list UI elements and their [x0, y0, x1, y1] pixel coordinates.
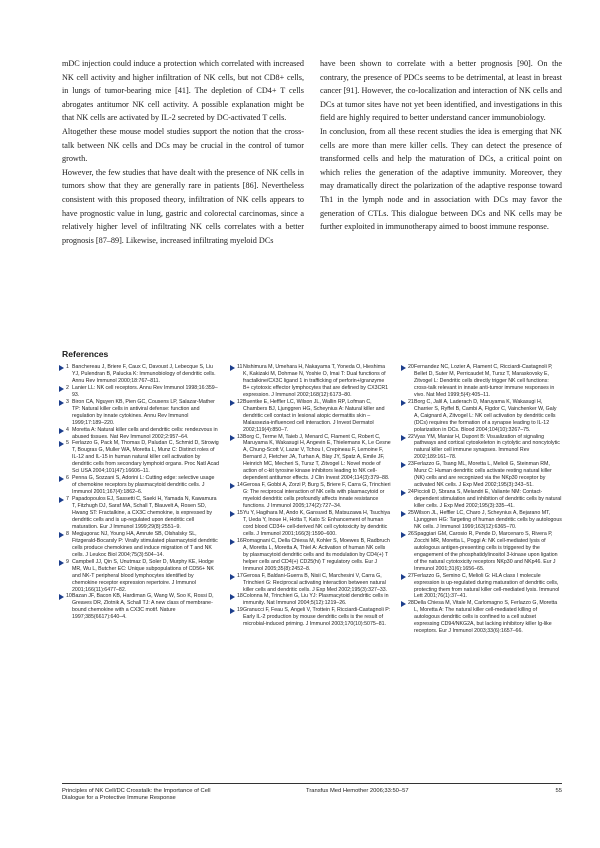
link-arrow-icon[interactable] — [230, 400, 235, 406]
reference-number: 28 — [408, 600, 414, 607]
reference-number: 24 — [408, 489, 414, 496]
reference-number: 12 — [237, 398, 243, 405]
reference-text: Gerosa F, Baldani-Guerra B, Nisii C, Marchesini V, Carra G, Trinchieri G: Reciprocal activating interaction between natural killer cells and dendritic cells. J Exp Med 2002;195(3):327–33. — [243, 572, 388, 593]
reference-number: 10 — [66, 593, 72, 600]
reference-item[interactable] — [62, 559, 220, 594]
reference-item[interactable] — [404, 489, 562, 510]
reference-number: 15 — [237, 510, 243, 517]
link-arrow-icon[interactable] — [401, 532, 406, 538]
reference-number: 26 — [408, 530, 414, 537]
link-arrow-icon[interactable] — [230, 608, 235, 614]
reference-text: Penna G, Sozzani S, Adorini L: Cutting edge: selective usage of chemokine receptors by plasmacytoid dendritic cells. J Immunol 2001;167(4):1862–6. — [72, 475, 215, 496]
reference-text: Fernandez NC, Lozier A, Flament C, Ricciardi-Castagnoli P, Bellet D, Suter M, Perricaudet M, Tursz T, Maraskovsky E, Zitvogel L: Dendritic cells directly trigger NK cell functions: cross-talk relevant in innate anti-tumor immune responses in vivo. Nat Med 1999;5(4):405–11. — [414, 364, 555, 398]
reference-number: 13 — [237, 433, 243, 440]
reference-number: 3 — [66, 398, 69, 405]
reference-number: 16 — [237, 537, 243, 544]
link-arrow-icon[interactable] — [401, 435, 406, 441]
footer-journal: Transfus Med Hemother 2006;33:50–57 — [306, 788, 409, 794]
reference-number: 14 — [237, 482, 243, 489]
reference-number: 17 — [237, 572, 243, 579]
link-arrow-icon[interactable] — [59, 497, 64, 503]
reference-item[interactable] — [404, 600, 562, 635]
reference-column — [404, 364, 562, 635]
reference-text: Piccioli D, Sbrana S, Melandri E, Valiante NM: Contact-dependent stimulation and inhibition of dendritic cells by natural killer cells. J Exp Med 2002;195(3):335–41. — [414, 489, 562, 510]
reference-item[interactable] — [404, 510, 562, 531]
reference-text: Yu Y, Hagihara M, Ando K, Gansuvd B, Matsuzawa H, Tsuchiya T, Ueda Y, Inoue H, Hotta T, Kato S: Enhancement of human cord blood CD34+ cell-derived NK cell cytotoxicity by dendritic cells. J Immunol 2001;166(3):1590–600. — [243, 510, 391, 537]
reference-text: Wilson JL, Heffler LC, Charo J, Scheynius A, Bejarano MT, Ljunggren HG: Targeting of human dendritic cells by autologous NK cells. J Immunol 1999;163(12):6365–70. — [414, 510, 562, 530]
reference-text: Colonna M, Trinchieri G, Liu YJ: Plasmacytoid dendritic cells in immunity. Nat Immunol 2004;5(12):1219–26. — [243, 593, 389, 607]
reference-number: 5 — [66, 440, 69, 447]
reference-item[interactable] — [62, 475, 220, 496]
reference-item[interactable] — [233, 364, 391, 399]
paragraph: have been shown to correlate with a better prognosis [90]. On the contrary, the presence of PDCs seems to be detrimental, at least in breast cancer [91]. However, the co-localization and interaction of NK cells and DCs at tumor sites have not yet been identified, and investigations in this field are highly required to better understand cancer immunobiology. — [320, 59, 562, 123]
reference-item[interactable] — [233, 510, 391, 538]
reference-item[interactable] — [62, 593, 220, 621]
reference-text: Borg C, Jalil A, Laderach D, Maruyama K, Wakasugi H, Charrier S, Ryffel B, Cambi A, Figdor C, Vainchenker W, Galy A, Caignard A, Zitvogel L: NK cell activation by dendritic cells (DCs) requires the formation of a synapse leading to IL-12 polarization in DCs. Blood 2004;104(10):3267–75. — [414, 398, 557, 433]
reference-text: Biron CA, Nguyen KB, Pien GC, Cousens LP, Salazar-Mather TP: Natural killer cells in antiviral defense: function and regulation by innate cytokines. Annu Rev Immunol 1999;17:189–220. — [72, 398, 215, 426]
reference-item[interactable] — [233, 482, 391, 510]
paragraph: However, the few studies that have dealt with the presence of NK cells in tumors show that they are generally rare in patients [86]. Nevertheless consistent with this proposed theory, infiltration of NK cells appears to have prognostic value in lung, gastric and colorectal carcinomas, since a relatively higher level of infiltrating NK cells correlates with a better prognosis [87–89]. Likewise, increased infiltrating myeloid DCs — [62, 167, 304, 245]
reference-item[interactable] — [233, 434, 391, 483]
link-arrow-icon[interactable] — [230, 539, 235, 545]
reference-item[interactable] — [404, 461, 562, 489]
link-arrow-icon[interactable] — [59, 365, 64, 371]
reference-number: 19 — [237, 607, 243, 614]
reference-item[interactable] — [62, 440, 220, 475]
reference-number: 25 — [408, 510, 414, 517]
body-text — [62, 57, 562, 247]
reference-text: Papadopoulos EJ, Sassetti C, Saeki H, Yamada N, Kawamura T, Fitzhugh DJ, Saraf MA, Schall T, Blauvelt A, Rosen SD, Hwang ST: Fractalkine, a CX3C chemokine, is expressed by dendritic cells and is up-regulated upon dendritic cell maturation. Eur J Immunol 1999;29(8):2551–9. — [72, 496, 217, 530]
reference-text: Lanier LL: NK cell receptors. Annu Rev Immunol 1998;16:359–93. — [72, 384, 218, 398]
reference-number: 20 — [408, 364, 414, 370]
reference-number: 18 — [237, 593, 243, 600]
paragraph: In conclusion, from all these recent studies the idea is emerging that NK cells are more than mere killer cells. They can detect the presence of transformed cells and help the maturation of DCs, a critical point on which relies the generation of the adaptive immunity. Moreover, they may dramatically direct the polarization of the adaptive response toward Th1 in the lymph node and in association with DCs may favor the generation of CTLs. This dialogue between DCs and NK cells may be further exploited in immunotherapy aimed to boost immune response. — [320, 126, 562, 232]
link-arrow-icon[interactable] — [230, 483, 235, 489]
reference-item[interactable] — [62, 427, 220, 441]
reference-column — [233, 364, 391, 635]
link-arrow-icon[interactable] — [230, 365, 235, 371]
reference-number: 23 — [408, 461, 414, 468]
reference-number: 22 — [408, 433, 414, 440]
reference-item[interactable] — [404, 573, 562, 601]
reference-item[interactable] — [233, 573, 391, 594]
reference-text: Vyas YM, Maniar H, Dupont B: Visualization of signaling pathways and cortical cytoskeleton in cytolytic and noncytolytic natural killer cell immune synapses. Immunol Rev 2002;189:161–78. — [414, 433, 560, 461]
reference-text: Borg C, Terme M, Taieb J, Menard C, Flament C, Robert C, Maruyama K, Wakasugi H, Angevin E, Thielemans K, Le Cesne A, Chung-Scott V, Lazar V, Tchou I, Crepineau F, Lemoine F, Bernard J, Fletcher JA, Turhan A, Blay JY, Spatz A, Emile JF, Heinrich MC, Mecheri S, Tursz T, Zitvogel L: Novel mode of action of c-kit tyrosine kinase inhibitors leading to NK cell-dependent antitumor effects. J Clin Invest 2004;114(3):379–88. — [243, 433, 391, 482]
reference-number: 1 — [66, 364, 69, 370]
reference-text: Ferlazzo G, Tsang ML, Moretta L, Melioli G, Steinman RM, Munz C: Human dendritic cells activate resting natural killer (NK) cells and are recognized via the NKp30 receptor by activated NK cells. J Exp Med 2002;195(3):343–51. — [414, 461, 552, 489]
reference-text: Romagnani C, Della Chiesa M, Kohler S, Moewes B, Radbruch A, Moretta L, Moretta A, Thiel A: Activation of human NK cells by plasmacytoid dendritic cells and its modulation by CD4(+) T helper cells and CD4(+) CD25(hi) T regulatory cells. Eur J Immunol 2005;35(8):2452–8. — [243, 537, 390, 572]
reference-text: Moretta A: Natural killer cells and dendritic cells: rendezvous in abused tissues. Nat Rev Immunol 2002;2:957–64. — [72, 426, 218, 440]
link-arrow-icon[interactable] — [230, 511, 235, 517]
reference-number: 11 — [237, 364, 243, 370]
body-column-right — [320, 57, 562, 247]
link-arrow-icon[interactable] — [401, 574, 406, 580]
link-arrow-icon[interactable] — [59, 560, 64, 566]
reference-number: 6 — [66, 475, 69, 482]
page-number: 55 — [555, 788, 562, 794]
link-arrow-icon[interactable] — [401, 365, 406, 371]
reference-item[interactable] — [62, 399, 220, 427]
link-arrow-icon[interactable] — [401, 400, 406, 406]
link-arrow-icon[interactable] — [401, 490, 406, 496]
link-arrow-icon[interactable] — [59, 594, 64, 600]
reference-item[interactable] — [233, 607, 391, 628]
reference-item[interactable] — [233, 538, 391, 573]
link-arrow-icon[interactable] — [59, 400, 64, 406]
reference-item[interactable] — [404, 434, 562, 462]
link-arrow-icon[interactable] — [401, 511, 406, 517]
link-arrow-icon[interactable] — [59, 532, 64, 538]
paragraph: Altogether these mouse model studies support the notion that the cross-talk between NK cells and DCs may be crucial in the control of tumor growth. — [62, 126, 304, 164]
link-arrow-icon[interactable] — [59, 441, 64, 447]
reference-item[interactable] — [62, 385, 220, 399]
references-heading: References — [62, 349, 109, 359]
link-arrow-icon[interactable] — [230, 435, 235, 441]
paragraph: mDC injection could induce a protection which correlated with increased NK cell activity and higher infiltration of NK cells, but not CD8+ cells, in lungs of tumor-bearing mice [41]. The depletion of CD4+ T cells abrogates antitumor NK cell activity. A possible explanation might be that NK cells are activated by IL-2 secreted by DC-activated T cells. — [62, 59, 304, 123]
reference-text: Della Chiesa M, Vitale M, Carlomagno S, Ferlazzo G, Moretta L, Moretta A: The natural killer cell-mediated killing of autologous dendritic cells is confined to a cell subset expressing CD94/NKG2A, but lacking inhibitory killer Ig-like receptors. Eur J Immunol 2003;33(6):1657–66. — [414, 600, 558, 635]
reference-item[interactable] — [62, 496, 220, 531]
reference-text: Granucci F, Feau S, Angeli V, Trottein F, Ricciardi-Castagnoli P: Early IL-2 production by mouse dendritic cells is the result of microbial-induced priming. J Immunol 2003;170(10):5075–81. — [243, 607, 391, 628]
link-arrow-icon[interactable] — [59, 476, 64, 482]
link-arrow-icon[interactable] — [401, 601, 406, 607]
reference-item[interactable] — [62, 531, 220, 559]
reference-number: 8 — [66, 530, 69, 537]
references-list — [62, 364, 562, 635]
footer-title: Principles of NK Cell/DC Crosstalk: the Importance of Cell Dialogue for a Protective Immune Response — [62, 788, 211, 802]
body-column-left — [62, 57, 304, 247]
reference-number: 9 — [66, 558, 69, 565]
link-arrow-icon[interactable] — [401, 462, 406, 468]
reference-text: Megjugorac NJ, Young HA, Amrute SB, Olshalsky SL, Fitzgerald-Bocarsly P: Virally stimulated plasmacytoid dendritic cells produce chemokines and induce migration of T and NK cells. J Leukoc Biol 2004;75(3):504–14. — [72, 530, 218, 558]
page-footer — [62, 783, 562, 820]
reference-text: Campbell JJ, Qin S, Unutmaz D, Soler D, Murphy KE, Hodge MR, Wu L, Butcher EC: Unique subpopulations of CD56+ NK and NK-T peripheral blood lymphocytes identified by chemokine receptor expression repertoire. J Immunol 2001;166(11):6477–82. — [72, 558, 214, 593]
link-arrow-icon[interactable] — [59, 428, 64, 434]
reference-item[interactable] — [233, 399, 391, 434]
reference-item[interactable] — [62, 364, 220, 385]
reference-text: Bazan JF, Bacon KB, Hardiman G, Wang W, Soo K, Rossi D, Greaves DR, Zlotnik A, Schall TJ: A new class of membrane-bound chemokine with a CX3C motif. Nature 1997;385(6617):640–4. — [72, 593, 214, 621]
reference-number: 21 — [408, 398, 414, 405]
link-arrow-icon[interactable] — [230, 574, 235, 580]
reference-text: Buentke E, Heffler LC, Wilson JL, Wallin RP, Lofman C, Chambers BJ, Ljunggren HG, Scheynius A: Natural killer and dendritic cell contact in lesional atopic dermatitis skin –Malassezia-influenced cell interaction. J Invest Dermatol 2002;119(4):850–7. — [243, 398, 385, 433]
reference-item[interactable] — [404, 531, 562, 573]
reference-text: Ferlazzo G, Semino C, Melioli G: HLA class I molecule expression is up-regulated during maturation of dendritic cells, protecting them from natural killer cell-mediated lysis. Immunol Lett 2001;76(1):37–41. — [414, 572, 560, 600]
reference-number: 4 — [66, 426, 69, 433]
reference-text: Nishimura M, Umehara H, Nakayama T, Yoneda O, Hieshima K, Kakizaki M, Dohmae N, Yoshie O, Imai T: Dual functions of fractalkine/CX3C ligand 1 in trafficking of perforin+/granzyme B+ cytotoxic effector lymphocytes that are defined by CX3CR1 expression. J Immunol 2002;168(12):6173–80. — [243, 364, 389, 398]
reference-column — [62, 364, 220, 635]
reference-text: Gerosa F, Gobbi A, Zorzi P, Burg S, Briere F, Carra G, Trinchieri G: The reciprocal interaction of NK cells with plasmacytoid or myeloid dendritic cells profoundly affects innate resistance functions. J Immunol 2005;174(2):727–34. — [243, 482, 391, 510]
reference-item[interactable] — [233, 593, 391, 607]
reference-item[interactable] — [404, 399, 562, 434]
reference-text: Spaggiari GM, Carosio R, Pende D, Marcenaro S, Rivera P, Zocchi MR, Moretta L, Poggi A: NK cell-mediated lysis of autologous antigen-presenting cells is triggered by the engagement of the phosphatidylinositol 3-kinase upon ligation of the natural cytotoxicity receptors NKp30 and NKp46. Eur J Immunol 2001;31(6):1656–65. — [414, 530, 558, 572]
reference-item[interactable] — [404, 364, 562, 399]
link-arrow-icon[interactable] — [59, 386, 64, 392]
reference-number: 7 — [66, 496, 69, 503]
reference-number: 2 — [66, 384, 69, 391]
reference-number: 27 — [408, 572, 414, 579]
reference-text: Banchereau J, Briere F, Caux C, Davoust J, Lebecque S, Liu YJ, Pulendran B, Palucka K: Immunobiology of dendritic cells. Annu Rev Immunol 2000;18:767–811. — [72, 364, 216, 384]
link-arrow-icon[interactable] — [230, 594, 235, 600]
reference-text: Ferlazzo G, Pack M, Thomas D, Paludan C, Schmid D, Strowig T, Bougras G, Muller WA, Moretta L, Munz C: Distinct roles of IL-12 and IL-15 in human natural killer cell activation by dendritic cells from secondary lymphoid organs. Proc Natl Acad Sci USA 2004;101(47):16606–11. — [72, 440, 220, 475]
